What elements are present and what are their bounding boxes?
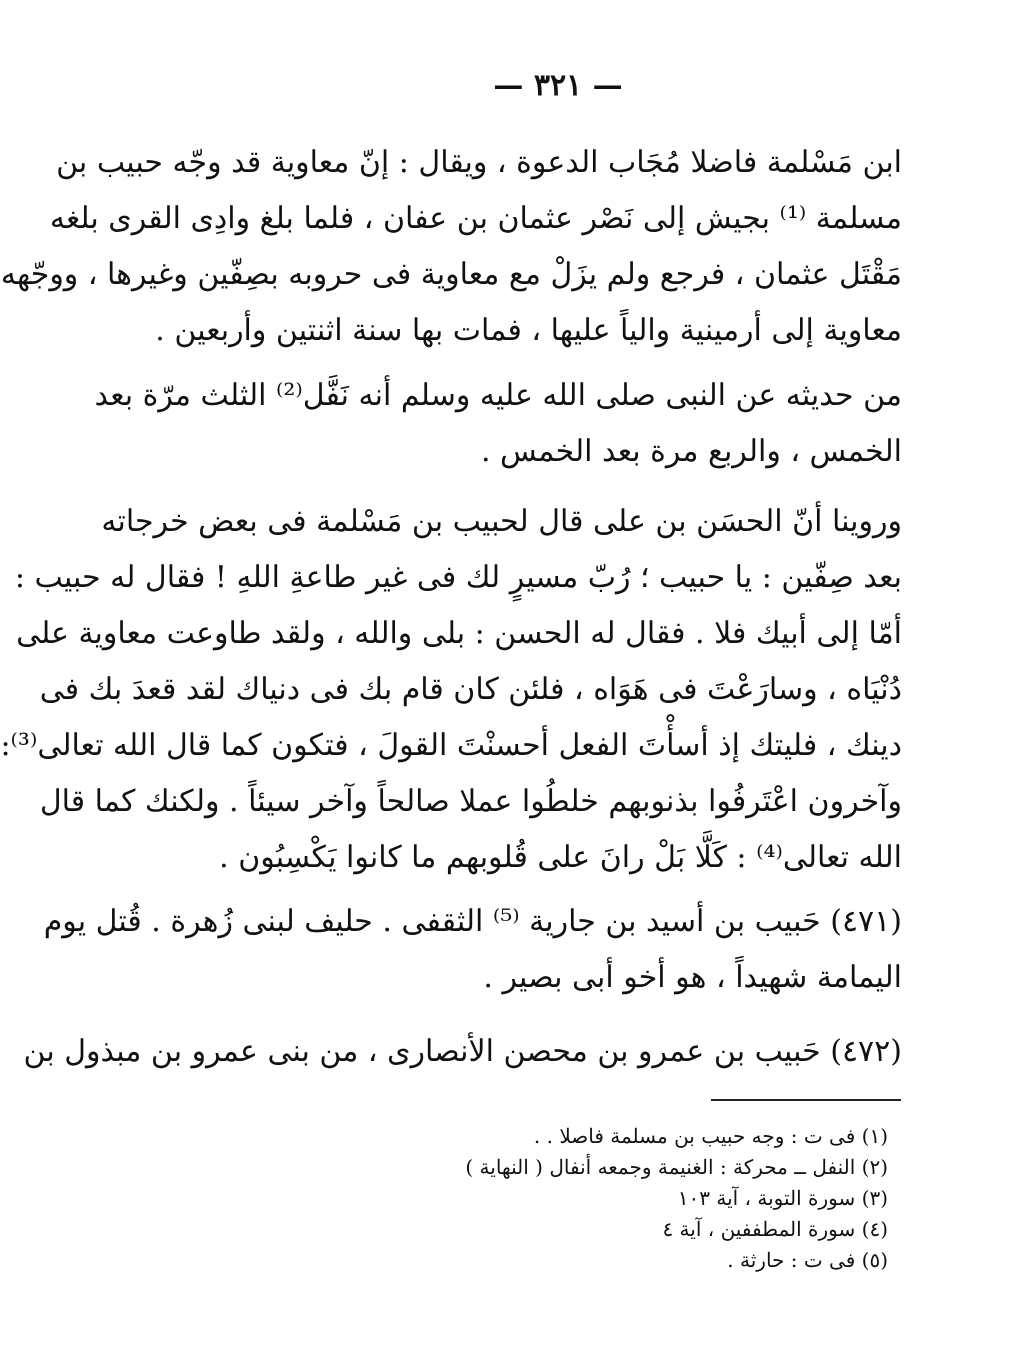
text-line: الخمس ، والربع مرة بعد الخمس .: [480, 434, 902, 469]
text-line: بعد صِفّين : يا حبيب ؛ رُبّ مسيرٍ لك فى غير طاعةِ اللهِ ! فقال له حبيب :: [14, 560, 902, 595]
text-line: من حديثه عن النبى صلى الله عليه وسلم أنه نَفَّل⁽²⁾ الثلث مرّة بعد: [94, 378, 902, 413]
footnote-4: (٤) سورة المطففين ، آية ٤: [662, 1217, 888, 1241]
paragraph-2: [94, 372, 902, 484]
text-line: ابن مَسْلمة فاضلا مُجَاب الدعوة ، ويقال : إنّ معاوية قد وجّه حبيب بن: [56, 145, 902, 180]
footnote-divider: [711, 1099, 901, 1101]
footnote-2: (٢) النفل ــ محركة : الغنيمة وجمعه أنفال ( النهاية ): [465, 1155, 888, 1179]
footnote-1: (١) فى ت : وجه حبيب بن مسلمة فاصلا . .: [533, 1124, 888, 1148]
paragraph-1: [0, 139, 902, 363]
text-line: معاوية إلى أرمينية والياً عليها ، فمات بها سنة اثنتين وأربعين .: [155, 313, 902, 348]
text-line: دينك ، فليتك إذ أسأْتَ الفعل أحسنْتَ القولَ ، فتكون كما قال الله تعالى⁽³⁾:: [0, 728, 902, 763]
text-line: (٤٧٢) حَبيب بن عمرو بن محصن الأنصارى ، من بنى عمرو بن مبذول بن: [23, 1034, 902, 1069]
page-number: — ٣٢١ —: [493, 68, 623, 103]
text-line: الله تعالى⁽⁴⁾ : كَلَّا بَلْ رانَ على قُلوبهم ما كانوا يَكْسِبُون .: [219, 840, 902, 875]
text-line: دُنْيَاه ، وسارَعْتَ فى هَوَاه ، فلئن كان قام بك فى دنياك لقد قعدَ بك فى: [39, 672, 902, 707]
text-line: مسلمة ⁽¹⁾ بجيش إلى نَصْر عثمان بن عفان ، فلما بلغ وادِى القرى بلغه: [49, 201, 902, 236]
text-line: وآخرون اعْتَرفُوا بذنوبهم خلطُوا عملا صالحاً وآخر سيئاً . ولكنك كما قال: [39, 784, 902, 819]
entry-471: [43, 898, 902, 1010]
text-line: مَقْتَل عثمان ، فرجع ولم يزَلْ مع معاوية فى حروبه بصِفّين وغيرها ، ووجّهه: [0, 257, 902, 292]
text-line: اليمامة شهيداً ، هو أخو أبى بصير .: [483, 960, 902, 995]
text-line: وروينا أنّ الحسَن بن على قال لحبيب بن مَسْلمة فى بعض خرجاته: [101, 504, 902, 539]
text-line: (٤٧١) حَبيب بن أسيد بن جارية ⁽⁵⁾ الثقفى . حليف لبنى زُهرة . قُتل يوم: [43, 904, 902, 939]
footnote-5: (٥) فى ت : حارثة .: [727, 1248, 888, 1272]
paragraph-3: [0, 498, 902, 890]
text-line: أمّا إلى أبيك فلا . فقال له الحسن : بلى والله ، ولقد طاوعت معاوية على: [16, 616, 902, 651]
entry-472: [23, 1028, 902, 1084]
footnote-3: (٣) سورة التوبة ، آية ١٠٣: [677, 1186, 888, 1210]
